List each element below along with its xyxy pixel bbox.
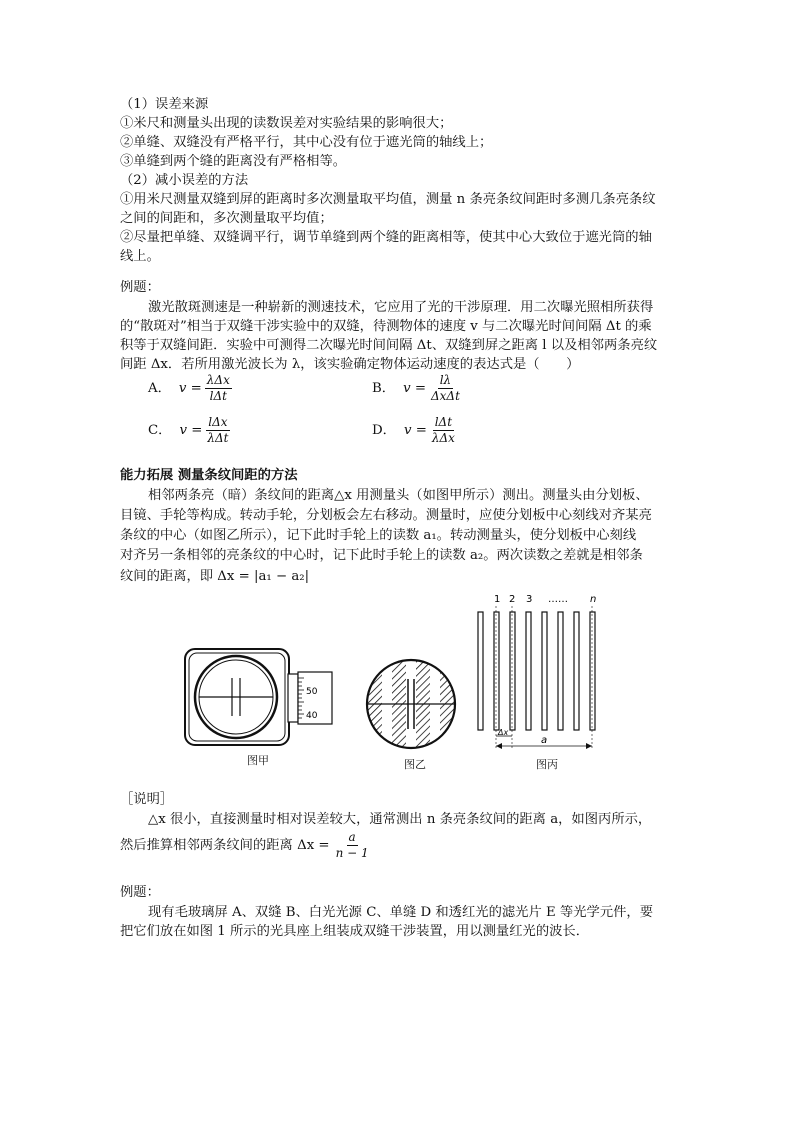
extension-heading: 能力拓展 测量条纹间距的方法: [120, 468, 298, 483]
example1-line-3: 积等于双缝间距．实验中可测得二次曝光时间间隔 Δt、双缝到屏之距离 l 以及相邻两条亮纹: [120, 338, 658, 353]
error-item-1: ①米尺和测量头出现的读数误差对实验结果的影响很大；: [120, 116, 453, 131]
option-a[interactable]: A． v = $\frac{\text{λΔx}}{\text{lΔt}}$: [148, 373, 230, 403]
a-label: a: [541, 735, 548, 746]
scale-label-50: 50: [306, 687, 318, 697]
example1-line-2: 的“散斑对”相当于双缝干涉实验中的双缝，待测物体的速度 v 与二次曝光时间间隔 Δt 的乘: [120, 319, 652, 334]
example2-line-2: 把它们放在如图 1 所示的光具座上组装成双缝干涉装置，用以测量红光的波长．: [120, 924, 590, 939]
note-line-2: 然后推算相邻两条纹间的距离 Δx = $\frac{a}{n - 1}$: [120, 830, 369, 860]
figure-jia-measuring-head: [184, 648, 334, 748]
option-b-fraction: $\frac{l\lambda}{\text{ΔxΔt}}$: [430, 373, 460, 403]
option-b[interactable]: B． v = $\frac{l\lambda}{\text{ΔxΔt}}$: [372, 373, 460, 403]
fringe-label-2: 2: [509, 594, 516, 605]
fringe-label-3: 3: [526, 594, 533, 605]
reduce-item-2a: ②尽量把单缝、双缝调平行，调节单缝到两个缝的距离相等，使其中心大致位于遮光筒的轴: [120, 230, 652, 245]
delta-x-label: Δx: [498, 728, 509, 737]
option-c-fraction: $\frac{\text{lΔx}}{\text{λΔt}}$: [207, 415, 229, 445]
figure-jia-caption: 图甲: [247, 754, 269, 767]
extension-line-1: 相邻两条亮（暗）条纹间的距离△x 用测量头（如图甲所示）测出。测量头由分划板、: [148, 488, 649, 503]
option-d-fraction: $\frac{\text{lΔt}}{\text{λΔx}}$: [431, 415, 455, 445]
example1-label: 例题：: [120, 280, 160, 295]
fringe-label-1: 1: [494, 594, 501, 605]
extension-line-3: 条纹的中心（如图乙所示），记下此时手轮上的读数 a₁。转动测量头，使分划板中心刻线: [120, 528, 637, 543]
example1-line-1: 激光散斑测速是一种崭新的测速技术，它应用了光的干涉原理．用二次曝光照相所获得: [148, 300, 654, 315]
fringe-label-n: n: [590, 594, 597, 605]
fringe-label-dots: ……: [548, 594, 568, 605]
note-fraction: $\frac{a}{n - 1}$: [335, 830, 369, 860]
error-item-3: ③单缝到两个缝的距离没有严格相等。: [120, 154, 347, 169]
reduce-error-heading: （2）减小误差的方法: [120, 173, 249, 188]
extension-line-5: 纹间的距离，即 Δx = |a₁ − a₂|: [120, 569, 310, 584]
example2-label: 例题：: [120, 885, 160, 900]
example1-line-4: 间距 Δx．若所用激光波长为 λ，该实验确定物体运动速度的表达式是（ ）: [120, 357, 580, 372]
example2-line-1: 现有毛玻璃屏 A、双缝 B、白光光源 C、单缝 D 和透红光的滤光片 E 等光学元件，要: [148, 905, 654, 920]
note-label: ［说明］: [120, 792, 174, 807]
note-line-1: △x 很小，直接测量时相对误差较大，通常测出 n 条亮条纹间的距离 a，如图丙所示，: [148, 812, 652, 827]
option-d[interactable]: D． v = $\frac{\text{lΔt}}{\text{λΔx}}$: [372, 415, 455, 445]
figure-yi-reticle: [364, 657, 458, 751]
figure-bing-caption: 图丙: [536, 758, 558, 771]
extension-line-2: 目镜、手轮等构成。转动手轮，分划板会左右移动。测量时，应使分划板中心刻线对齐某亮: [120, 508, 652, 523]
option-c[interactable]: C． v = $\frac{\text{lΔx}}{\text{λΔt}}$: [148, 415, 229, 445]
reduce-item-1a: ①用米尺测量双缝到屏的距离时多次测量取平均值，测量 n 条亮条纹间距时多测几条亮条纹: [120, 192, 656, 207]
error-item-2: ②单缝、双缝没有严格平行，其中心没有位于遮光筒的轴线上；: [120, 135, 493, 150]
option-a-fraction: $\frac{\text{λΔx}}{\text{lΔt}}$: [206, 373, 230, 403]
figure-bing-fringes: [476, 590, 612, 762]
extension-line-4: 对齐另一条相邻的亮条纹的中心时，记下此时手轮上的读数 a₂。两次读数之差就是相邻条: [120, 548, 643, 563]
figure-yi-caption: 图乙: [404, 758, 426, 771]
reduce-item-1b: 之间的间距和，多次测量取平均值；: [120, 211, 333, 226]
scale-label-40: 40: [306, 711, 318, 721]
reduce-item-2b: 线上。: [120, 249, 160, 264]
error-source-heading: （1）误差来源: [120, 97, 209, 112]
